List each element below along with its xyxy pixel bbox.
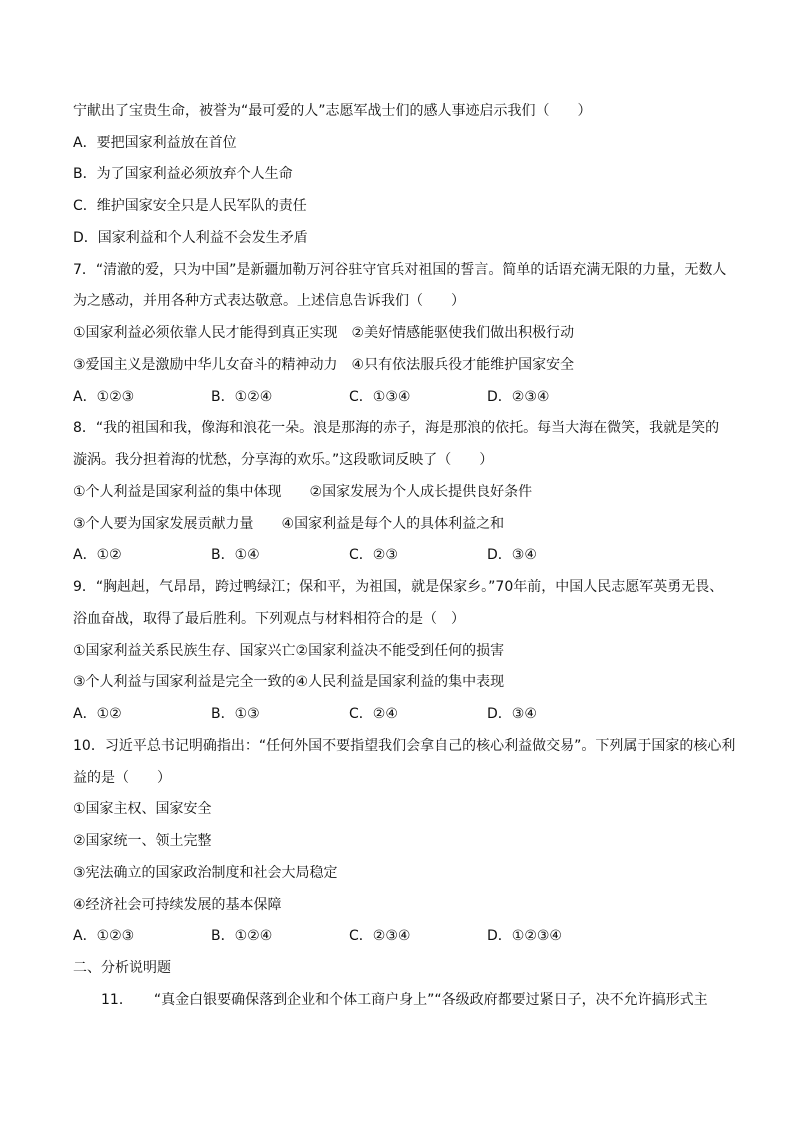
q6-option-a: A．要把国家利益放在首位 — [73, 135, 237, 151]
q8-option-b: B．①④ — [211, 547, 260, 563]
q10-option-c: C．②③④ — [349, 928, 411, 944]
q9-option-a: A．①② — [73, 706, 122, 722]
section-heading: 二、分析说明题 — [73, 960, 171, 976]
q7-statements-2: ③爱国主义是激励中华儿女奋斗的精神动力 ④只有依法服兵役才能维护国家安全 — [73, 357, 575, 373]
q7-option-b: B．①②④ — [211, 389, 273, 405]
q10-option-b: B．①②④ — [211, 928, 273, 944]
q11-stem-line: 11． “真金白银要确保落到企业和个体工商户身上”“各级政府都要过紧日子，决不允许搞形式主 — [73, 992, 708, 1008]
q6-option-c: C．维护国家安全只是人民军队的责任 — [73, 198, 307, 214]
q7-statements-1: ①国家利益必须依靠人民才能得到真正实现 ②美好情感能驱使我们做出积极行动 — [73, 325, 575, 341]
q7-stem-line-2: 为之感动，并用各种方式表达敬意。上述信息告诉我们（ ） — [73, 293, 465, 309]
q7-stem-line-1: 7．“清澈的爱，只为中国”是新疆加勒万河谷驻守官兵对祖国的誓言。简单的话语充满无限的力量，无数人 — [73, 262, 727, 278]
q9-statements-1: ①国家利益关系民族生存、国家兴亡②国家利益决不能受到任何的损害 — [73, 643, 505, 659]
q10-stem-line-2: 益的是（ ） — [73, 770, 171, 786]
q8-statements-2: ③个人要为国家发展贡献力量 ④国家利益是每个人的具体利益之和 — [73, 516, 505, 532]
q8-stem-line-1: 8．“我的祖国和我，像海和浪花一朵。浪是那海的赤子，海是那浪的依托。每当大海在微笑，我就是笑的 — [73, 420, 720, 436]
q10-statement-3: ③宪法确立的国家政治制度和社会大局稳定 — [73, 865, 338, 881]
q9-stem-line-2: 浴血奋战，取得了最后胜利。下列观点与材料相符合的是（ ） — [73, 611, 465, 627]
q7-option-d: D．②③④ — [487, 389, 550, 405]
q9-option-b: B．①③ — [211, 706, 260, 722]
q10-option-d: D．①②③④ — [487, 928, 562, 944]
q10-stem-line-1: 10．习近平总书记明确指出：“任何外国不要指望我们会拿自己的核心利益做交易”。下列属于国家的核心利 — [73, 738, 736, 754]
q10-option-a: A．①②③ — [73, 928, 135, 944]
q10-statement-4: ④经济社会可持续发展的基本保障 — [73, 897, 282, 913]
q6-option-b: B．为了国家利益必须放弃个人生命 — [73, 166, 293, 182]
q10-statement-1: ①国家主权、国家安全 — [73, 801, 212, 817]
q9-statements-2: ③个人利益与国家利益是完全一致的④人民利益是国家利益的集中表现 — [73, 674, 505, 690]
q6-stem-line: 宁献出了宝贵生命，被誉为“最可爱的人”志愿军战士们的感人事迹启示我们（ ） — [73, 103, 592, 119]
q9-stem-line-1: 9．“胸赳赳，气昂昂，跨过鸭绿江；保和平，为祖国，就是保家乡。”70年前，中国人民志愿军英勇无畏、 — [73, 579, 724, 595]
q7-option-a: A．①②③ — [73, 389, 135, 405]
q9-option-c: C．②④ — [349, 706, 398, 722]
q8-option-c: C．②③ — [349, 547, 398, 563]
q8-statements-1: ①个人利益是国家利益的集中体现 ②国家发展为个人成长提供良好条件 — [73, 484, 533, 500]
q8-option-a: A．①② — [73, 547, 122, 563]
q9-option-d: D．③④ — [487, 706, 537, 722]
q7-option-c: C．①③④ — [349, 389, 411, 405]
q8-option-d: D．③④ — [487, 547, 537, 563]
q10-statement-2: ②国家统一、领土完整 — [73, 833, 212, 849]
q6-option-d: D．国家利益和个人利益不会发生矛盾 — [73, 230, 308, 246]
q8-stem-line-2: 漩涡。我分担着海的忧愁，分享海的欢乐。”这段歌词反映了（ ） — [73, 452, 494, 468]
